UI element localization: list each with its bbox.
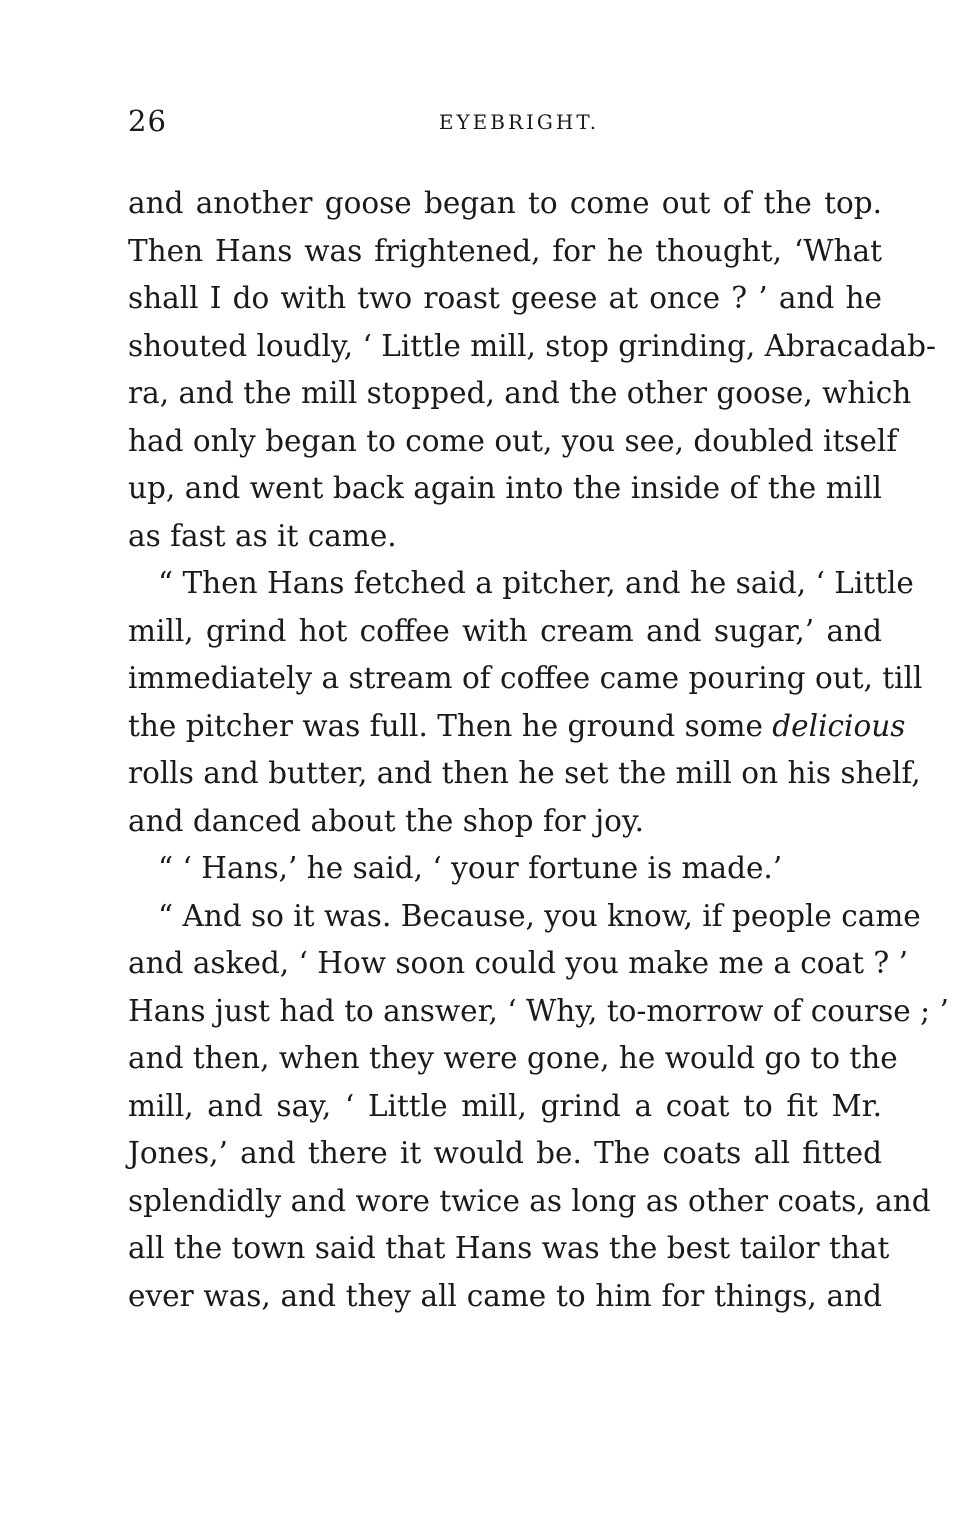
text-line: as fast as it came. bbox=[128, 518, 397, 553]
text-line: had only began to come out, you see, doubled itself bbox=[128, 423, 898, 458]
text-line: splendidly and wore twice as long as other coats, and bbox=[128, 1183, 931, 1218]
text-line: and danced about the shop for joy. bbox=[128, 803, 645, 838]
text-line: all the town said that Hans was the best tailor that bbox=[128, 1231, 890, 1265]
text-line: Hans just had to answer, ‘ Why, to-morrow of course ; ’ bbox=[128, 993, 949, 1028]
text-line-with-italic bbox=[128, 703, 906, 751]
text-line: “ ‘ Hans,’ he said, ‘ your fortune is made.’ bbox=[158, 851, 783, 885]
body-text bbox=[128, 180, 949, 1320]
text-line: immediately a stream of coffee came pouring out, till bbox=[128, 661, 923, 695]
text-line: shall I do with two roast geese at once ? ’ and he bbox=[128, 281, 882, 315]
text-line: ever was, and they all came to him for things, and bbox=[128, 1278, 882, 1313]
text-line: Jones,’ and there it would be. The coats all fitted bbox=[128, 1136, 882, 1170]
text-line: rolls and butter, and then he set the mill on his shelf, bbox=[128, 756, 921, 790]
text-line: up, and went back again into the inside of the mill bbox=[128, 471, 882, 505]
running-title: EYEBRIGHT. bbox=[438, 110, 600, 134]
page-header bbox=[128, 104, 882, 144]
text-line: “ Then Hans fetched a pitcher, and he said, ‘ Little bbox=[158, 566, 914, 600]
italic-word: delicious bbox=[772, 708, 906, 743]
text-line: shouted loudly, ‘ Little mill, stop grinding, Abracadab- bbox=[128, 328, 936, 363]
text-line: and asked, ‘ How soon could you make me a coat ? ’ bbox=[128, 946, 908, 980]
text-line: Then Hans was frightened, for he thought, ‘What bbox=[128, 233, 882, 268]
text-line: mill, and say, ‘ Little mill, grind a coat to fit Mr. bbox=[128, 1088, 882, 1123]
text-segment: the pitcher was full. Then he ground some bbox=[128, 708, 763, 743]
page-number: 26 bbox=[128, 104, 167, 138]
text-line: “ And so it was. Because, you know, if people came bbox=[158, 898, 921, 933]
text-line: and another goose began to come out of the top. bbox=[128, 186, 882, 220]
text-line: ra, and the mill stopped, and the other goose, which bbox=[128, 376, 912, 410]
text-line: mill, grind hot coffee with cream and sugar,’ and bbox=[128, 613, 882, 648]
text-line: and then, when they were gone, he would go to the bbox=[128, 1041, 898, 1075]
